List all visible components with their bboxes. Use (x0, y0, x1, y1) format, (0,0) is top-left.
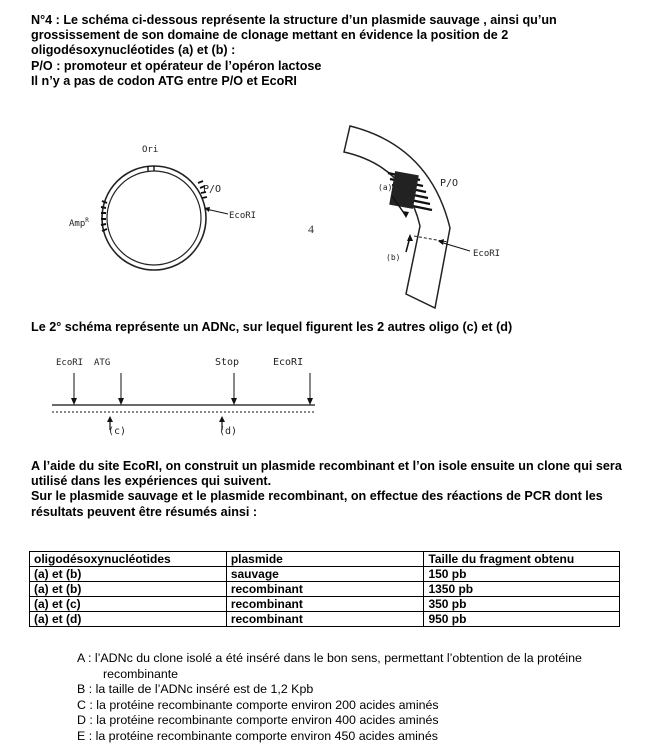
cell-oligo: (a) et (b) (30, 582, 227, 597)
pcr-line-4: résultats peuvent être résumés ainsi : (31, 504, 258, 519)
cell-size: 1350 pb (424, 582, 620, 597)
ecori-right-label: EcoRI (273, 357, 304, 368)
amp-label-text: Amp (69, 219, 86, 229)
intro-line-1: N°4 : Le schéma ci-dessous représente la structure d’un plasmide sauvage , ainsi qu’un (31, 13, 557, 27)
cdna-intro-line: Le 2° schéma représente un ADNc, sur lequel figurent les 2 autres oligo (c) et (d) (31, 320, 513, 334)
stray-number: 4 (308, 222, 314, 236)
ecori-label: EcoRI (229, 211, 257, 221)
header-size: Taille du fragment obtenu (424, 552, 620, 567)
arrowhead-b (407, 234, 413, 241)
cell-plasmid: sauvage (226, 567, 424, 582)
table-row (30, 597, 620, 612)
answer-options (77, 651, 637, 745)
amp-label (69, 217, 89, 229)
label-ecori-2: EcoRI (473, 249, 501, 259)
plasmid-ring-outer (102, 166, 206, 270)
pcr-results-table (29, 551, 620, 627)
ori-label: Ori (142, 145, 159, 155)
header-plasmid: plasmide (226, 552, 424, 567)
cell-size: 150 pb (424, 567, 620, 582)
label-b: (b) (386, 253, 401, 262)
amp-label-sup: R (85, 217, 89, 224)
question-intro (31, 13, 631, 89)
cdna-intro (31, 320, 512, 335)
atg-arrowhead (118, 398, 124, 405)
po-label: P/O (203, 184, 222, 195)
cell-size: 350 pb (424, 597, 620, 612)
cell-plasmid: recombinant (226, 612, 424, 627)
atg-label: ATG (94, 358, 111, 368)
arrowhead-a (402, 211, 409, 218)
ecori-arrow-2 (440, 242, 470, 251)
cloning-domain-diagram (340, 118, 530, 323)
cell-oligo: (a) et (b) (30, 567, 227, 582)
stop-label: Stop (215, 357, 240, 368)
c-arrowhead (107, 416, 113, 422)
ecori-left-arrowhead (71, 398, 77, 405)
option-a: A : l’ADNc du clone isolé a été inséré dans le bon sens, permettant l’obtention de la protéine (77, 651, 582, 665)
plasmid-diagram (60, 135, 340, 295)
intro-line-2: grossissement de son domaine de clonage mettant en évidence la position de 2 (31, 28, 509, 43)
ecori-right-arrowhead (307, 398, 313, 405)
intro-line-5: Il n’y a pas de codon ATG entre P/O et EcoRI (31, 73, 297, 88)
d-arrowhead (219, 416, 225, 422)
table-row (30, 582, 620, 597)
label-a: (a) (378, 183, 393, 192)
d-label: (d) (219, 426, 238, 437)
plasmid-ring-inner (107, 171, 201, 265)
pcr-line-2: utilisé dans les expériences qui suivent. (31, 474, 272, 489)
option-a-continued: recombinante (103, 666, 179, 681)
header-oligo: oligodésoxynucléotides (30, 552, 227, 567)
cell-oligo: (a) et (c) (30, 597, 227, 612)
label-po-2: P/O (440, 178, 459, 189)
option-d: D : la protéine recombinante comporte environ 400 acides aminés (77, 713, 439, 728)
pcr-line-3: Sur le plasmide sauvage et le plasmide recombinant, on effectue des réactions de PCR dont les (31, 489, 603, 504)
table-row (30, 567, 620, 582)
option-c: C : la protéine recombinante comporte environ 200 acides aminés (77, 697, 439, 712)
option-e: E : la protéine recombinante comporte environ 450 acides aminés (77, 728, 438, 743)
table-header-row (30, 552, 620, 567)
intro-line-4: P/O : promoteur et opérateur de l’opéron lactose (31, 58, 322, 73)
stop-arrowhead (231, 398, 237, 405)
pcr-line-1: A l’aide du site EcoRI, on construit un plasmide recombinant et l’on isole ensuite un clone qui sera (31, 459, 622, 473)
cell-plasmid: recombinant (226, 597, 424, 612)
ecori-left-label: EcoRI (56, 358, 84, 368)
domain-band (344, 126, 450, 308)
cell-oligo: (a) et (d) (30, 612, 227, 627)
pcr-paragraph (31, 459, 622, 520)
option-b: B : la taille de l’ADNc inséré est de 1,2 Kpb (77, 682, 314, 697)
cell-size: 950 pb (424, 612, 620, 627)
table-row (30, 612, 620, 627)
c-label: (c) (108, 426, 127, 437)
cell-plasmid: recombinant (226, 582, 424, 597)
intro-line-3: oligodésoxynucléotides (a) et (b) : (31, 43, 236, 58)
cdna-diagram (30, 345, 340, 440)
